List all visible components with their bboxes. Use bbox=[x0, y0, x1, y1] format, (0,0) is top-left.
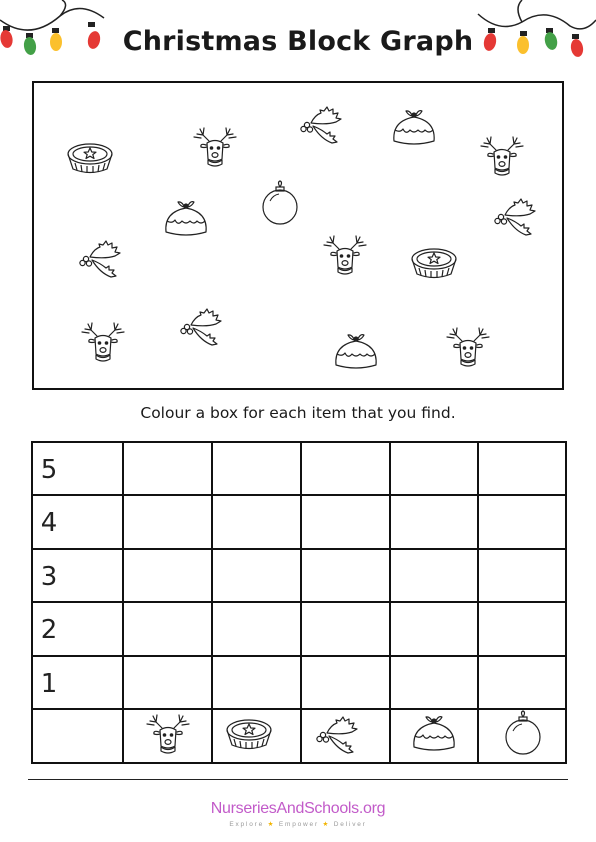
holly-icon bbox=[301, 107, 341, 143]
cell-holly-4[interactable] bbox=[302, 496, 390, 549]
christmas-pudding-icon bbox=[336, 335, 376, 368]
cell-holly-2[interactable] bbox=[302, 603, 390, 656]
holly-icon bbox=[181, 309, 221, 345]
holly-icon bbox=[495, 199, 535, 235]
cell-reindeer-2[interactable] bbox=[124, 603, 212, 656]
cell-mince-pie-2[interactable] bbox=[213, 603, 301, 656]
holly-icon bbox=[317, 717, 357, 753]
cell-holly-5[interactable] bbox=[302, 443, 390, 495]
cell-bauble-5[interactable] bbox=[479, 443, 565, 495]
christmas-pudding-icon bbox=[414, 717, 454, 750]
bauble-icon bbox=[263, 181, 297, 224]
cell-holly-1[interactable] bbox=[302, 657, 390, 709]
page-title: Christmas Block Graph bbox=[122, 26, 474, 57]
cell-pudding-2[interactable] bbox=[391, 603, 478, 656]
reindeer-icon bbox=[147, 715, 189, 753]
picture-box bbox=[32, 81, 564, 390]
reindeer-icon bbox=[447, 328, 489, 366]
row-label-3: 3 bbox=[40, 562, 58, 592]
tagline-word: Deliver bbox=[333, 821, 367, 828]
mince-pie-icon bbox=[412, 249, 456, 278]
cell-bauble-1[interactable] bbox=[479, 657, 565, 709]
reindeer-icon bbox=[481, 137, 523, 175]
brand-logo: NurseriesAndSchools.org bbox=[210, 800, 386, 817]
reindeer-icon bbox=[82, 323, 124, 361]
row-label-5: 5 bbox=[40, 455, 58, 485]
cell-pudding-3[interactable] bbox=[391, 550, 478, 602]
row-label-4: 4 bbox=[40, 508, 58, 538]
star-icon: ★ bbox=[267, 821, 276, 828]
cell-reindeer-4[interactable] bbox=[124, 496, 212, 549]
tagline-word: Explore bbox=[229, 821, 265, 828]
cell-reindeer-1[interactable] bbox=[124, 657, 212, 709]
footer-divider bbox=[28, 779, 568, 780]
instruction-text: Colour a box for each item that you find. bbox=[140, 404, 456, 422]
row-label-1: 1 bbox=[40, 669, 58, 699]
cell-mince-pie-3[interactable] bbox=[213, 550, 301, 602]
cell-mince-pie-1[interactable] bbox=[213, 657, 301, 709]
christmas-pudding-icon bbox=[166, 202, 206, 235]
cell-pudding-1[interactable] bbox=[391, 657, 478, 709]
brand-tagline bbox=[0, 820, 596, 828]
cell-bauble-3[interactable] bbox=[479, 550, 565, 602]
cell-mince-pie-5[interactable] bbox=[213, 443, 301, 495]
cell-pudding-5[interactable] bbox=[391, 443, 478, 495]
scene bbox=[34, 83, 562, 388]
cell-mince-pie-4[interactable] bbox=[213, 496, 301, 549]
mince-pie-icon bbox=[68, 144, 112, 173]
mince-pie-icon bbox=[227, 720, 271, 749]
reindeer-icon bbox=[194, 128, 236, 166]
block-graph bbox=[31, 441, 567, 764]
cell-reindeer-5[interactable] bbox=[124, 443, 212, 495]
cell-pudding-4[interactable] bbox=[391, 496, 478, 549]
tagline-word: Empower bbox=[278, 821, 319, 828]
christmas-pudding-icon bbox=[394, 111, 434, 144]
cell-holly-3[interactable] bbox=[302, 550, 390, 602]
cell-bauble-4[interactable] bbox=[479, 496, 565, 549]
reindeer-icon bbox=[324, 236, 366, 274]
cell-reindeer-3[interactable] bbox=[124, 550, 212, 602]
star-icon: ★ bbox=[322, 821, 331, 828]
bauble-icon bbox=[506, 711, 540, 754]
holly-icon bbox=[80, 241, 120, 277]
row-label-2: 2 bbox=[40, 615, 58, 645]
cell-bauble-2[interactable] bbox=[479, 603, 565, 656]
